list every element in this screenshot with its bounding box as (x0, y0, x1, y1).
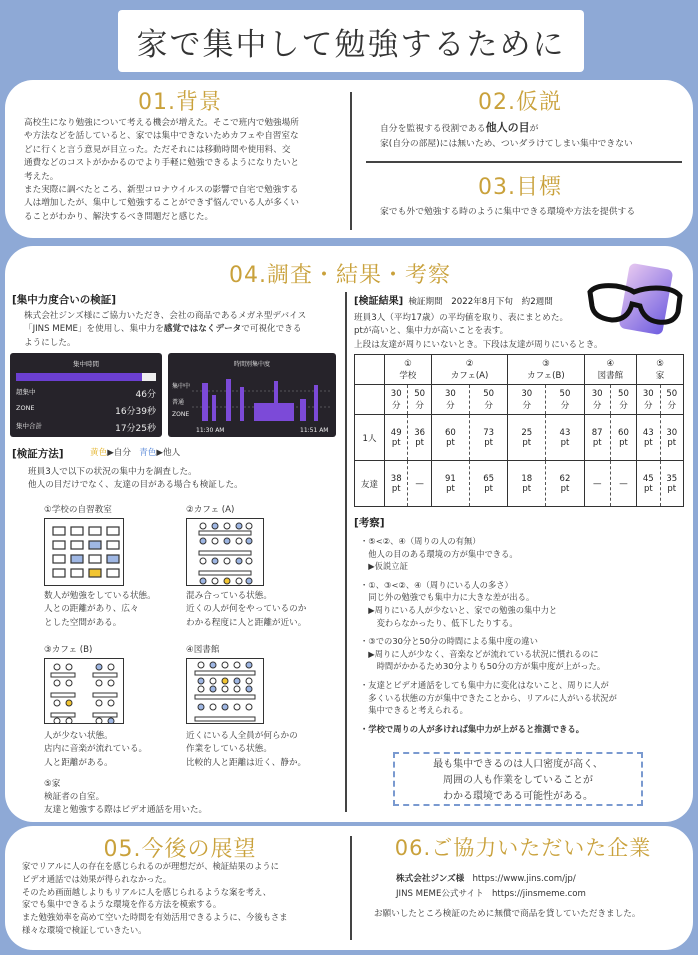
cell-value: 62 (559, 473, 571, 484)
cell-value: 49 (390, 427, 402, 438)
table-cell (385, 415, 408, 461)
s02-body (380, 120, 680, 152)
device1-row-label: 超集中 (16, 388, 36, 396)
s05-line: 様々な環境で検証していきたい。 (22, 924, 147, 935)
table-time-cell (431, 385, 469, 415)
time-unit: 分 (592, 400, 602, 411)
s05-line: ビデオ通話では効果が得られなかった。 (22, 873, 172, 884)
place-desc-line: 人と距離がある。 (44, 757, 113, 768)
device2-title: 時間別集中度 (233, 361, 270, 368)
kenshou-line: で可視化できる (241, 324, 302, 335)
top-divider (350, 92, 352, 230)
cell-unit: pt (643, 437, 653, 448)
title-text: 家で集中して勉強するために (136, 26, 566, 63)
place-name: 学校 (399, 370, 417, 381)
kousatsu-bold-line: ・学校で周りの人が多ければ集中力が上がると推測できる。 (360, 723, 585, 734)
time-value: 30 (521, 388, 533, 399)
cell-value: 35 (666, 473, 678, 484)
s06-body (374, 872, 684, 922)
cell-value: 65 (483, 473, 495, 484)
cell-unit: pt (643, 483, 653, 494)
legend-yellow: 黄色 (90, 448, 108, 458)
table-cell (470, 461, 508, 507)
place5-title: ⑤家 (44, 779, 61, 789)
place-num: ⑤ (656, 358, 664, 369)
kousatsu-line: 変わらなかったり、低下したりする。 (360, 617, 518, 628)
kenshou-emph: 感覚ではなくデータ (163, 324, 242, 335)
s05-line: 家でも集中できるような環境を作る方法を模索する。 (22, 899, 222, 910)
place-desc-line: 数人が勉強をしている状態。 (44, 591, 156, 601)
device2-ylabel: ZONE (172, 411, 190, 418)
cell-value: 30 (666, 427, 678, 438)
cell-unit: pt (667, 483, 677, 494)
table-cell (546, 461, 584, 507)
time-unit: 分 (619, 400, 628, 411)
cell-unit: pt (522, 437, 532, 448)
place-desc-line: 人が少ない状態。 (44, 731, 113, 741)
time-unit: 分 (415, 400, 424, 411)
table-cell (408, 415, 431, 461)
place-num: ② (465, 358, 474, 369)
time-value: 50 (666, 388, 678, 399)
cell-value: 43 (642, 427, 654, 438)
place3-desc (44, 730, 174, 770)
place-desc-line: とした空間がある。 (44, 617, 122, 628)
kousatsu-line: 他人の目のある環境の方が集中できる。 (360, 548, 518, 559)
mid-divider (345, 292, 347, 812)
cell-unit: pt (522, 483, 532, 494)
time-unit: 分 (484, 400, 493, 411)
table-cell (637, 461, 660, 507)
method-line: 班員3人で以下の状況の集中力を調査した。 (28, 467, 197, 477)
place3-map (44, 658, 124, 724)
table-time-cell (508, 385, 546, 415)
kousatsu-line: ・⑤<②、④（周りの人の有無） (360, 536, 481, 546)
place-desc-line: 近くの人が何をやっているのか (186, 604, 307, 615)
kenshou-body (24, 310, 344, 350)
place5-desc (44, 791, 324, 818)
s01-line: や方法などを話していると、家では集中できないためカフェや自習室な (24, 131, 299, 142)
cell-unit: pt (484, 437, 493, 448)
s06-site-row (374, 887, 684, 902)
kousatsu-line: ▶周りに人が少なく、音楽などが流れている状況に慣れるのに (360, 648, 599, 659)
device1-bar (16, 373, 156, 381)
place-desc-line: 友達と勉強する際はビデオ通話を用いた。 (44, 805, 208, 816)
device2-xlabel: 11:30 AM (196, 427, 225, 434)
time-unit: 分 (560, 400, 570, 411)
conclusion-line: 周囲の人も作業をしていることが (443, 775, 593, 786)
s01-heading: 01.背景 (138, 90, 222, 115)
cell-unit: pt (619, 437, 628, 448)
table-place (431, 355, 507, 385)
cell-unit: pt (415, 437, 424, 448)
place4-map (186, 658, 264, 724)
cell-value: — (619, 478, 628, 489)
time-value: 30 (445, 388, 456, 399)
table-cell (470, 415, 508, 461)
result-line: ptが高いと、集中力が高いことを表す。 (354, 326, 509, 337)
cell-unit: pt (592, 437, 602, 448)
table-time-cell (660, 385, 683, 415)
site-name: JINS MEME公式サイト (396, 889, 484, 899)
cell-unit: pt (484, 483, 493, 494)
device2-xlabel: 11:51 AM (300, 427, 329, 434)
cell-value: 73 (483, 427, 495, 438)
place2-title: ②カフェ (A) (186, 505, 235, 515)
site-url-link[interactable]: https://jinsmeme.com (491, 889, 586, 899)
result-line: 上段は友達が周りにいないとき。下段は友達が周りにいるとき。 (354, 339, 603, 350)
table-corner (355, 355, 385, 385)
time-value: 50 (618, 388, 629, 399)
kenshou-label: [集中力度合いの検証] (12, 294, 117, 306)
cell-unit: pt (446, 437, 455, 448)
table-place (637, 355, 684, 385)
time-value: 30 (642, 388, 654, 399)
device2-chart (192, 373, 330, 425)
kousatsu-line: ・①、③<②、④（周りにいる人の多さ） (360, 579, 513, 590)
place1-map (44, 518, 124, 586)
table-cell (431, 415, 469, 461)
s01-line: ることがわかり、解決するべき問題だと感じた。 (24, 211, 214, 222)
result-period: 検証期間 2022年8月下旬 約2週間 (408, 297, 553, 307)
table-row (355, 461, 684, 507)
s05-line: そのため画面越しよりもリアルに人を感じられるような案を考え、 (22, 886, 272, 897)
table-time-cell (385, 385, 408, 415)
conclusion-box (393, 752, 643, 806)
table-cell (637, 415, 660, 461)
cell-value: 45 (642, 473, 654, 484)
cell-unit: pt (391, 483, 401, 494)
kousatsu-line: ・友達とビデオ通話をしても集中力に変化はないこと、周りに人が (360, 679, 609, 690)
row-label: 友達 (355, 461, 385, 507)
s04-heading: 04.調査・結果・考察 (229, 263, 451, 288)
place-desc-line: 混み合っている状態。 (186, 591, 272, 601)
place-desc-line: 比較的人と距離は近く、静か。 (186, 757, 307, 768)
table-cell (610, 461, 636, 507)
device1-row (10, 385, 162, 402)
s03-heading: 03.目標 (478, 175, 562, 200)
time-value: 50 (559, 388, 571, 399)
table-cell (508, 461, 546, 507)
kenshou-line: 「JINS MEME」を使用し、集中力を (24, 324, 164, 335)
method-body (28, 466, 338, 493)
table-time-cell (637, 385, 660, 415)
method-label: [検証方法] (12, 448, 64, 460)
cell-value: 36 (414, 427, 426, 438)
table-place (385, 355, 432, 385)
time-value: 30 (591, 388, 603, 399)
table-cell (546, 415, 584, 461)
s01-line: 通費などのコストがかかるのでより手軽に勉強できるようになりたいと (24, 158, 300, 169)
time-unit: 分 (391, 400, 401, 411)
device-screen-hourly-concentration (168, 353, 336, 437)
s06-thanks: お願いしたところ検証のために無償で商品を貸していただきました。 (374, 909, 641, 919)
table-time-cell (408, 385, 431, 415)
method-legend (90, 447, 180, 460)
device1-row-value: 46分 (135, 390, 156, 400)
s02-text: 自分を監視する役割である (380, 124, 486, 134)
table-cell (508, 415, 546, 461)
kenshou-line: ようにした。 (24, 337, 76, 348)
company-url-link[interactable]: https://www.jins.com/jp/ (472, 874, 576, 884)
table-header-row (355, 355, 684, 385)
result-body (354, 312, 654, 352)
device1-row (10, 419, 162, 436)
place-desc-line: 作業をしている状態。 (186, 744, 272, 755)
legend-other: ▶他人 (156, 448, 181, 458)
kousatsu-line: 多くいる状態の方が集中できたことから、リアルに人がいる状況が (360, 692, 617, 703)
s06-heading: 06.ご協力いただいた企業 (394, 836, 652, 860)
device2-ylabel: 集中中 (172, 383, 191, 390)
cell-unit: pt (446, 483, 455, 494)
result-table-wrap (354, 354, 684, 507)
result-line: 班員3人（平均17歳）の平均値を取り、表にまとめた。 (354, 313, 569, 323)
device1-row-label: 集中合計 (16, 422, 42, 430)
table-place (508, 355, 584, 385)
place-name: 家 (655, 370, 665, 381)
legend-self: ▶自分 (107, 448, 131, 458)
cell-unit: pt (667, 437, 677, 448)
table-corner (355, 385, 385, 415)
s01-line: 人は増加したが、集中して勉強することができず悩んでいる人が多くい (24, 198, 300, 209)
device1-row-value: 17分25秒 (115, 424, 156, 434)
table-place (584, 355, 637, 385)
kousatsu-line: 時間がかかるため30分よりも50分の方が集中度が上がった。 (360, 661, 606, 672)
cell-unit: pt (391, 437, 401, 448)
s05-line: また勉強効率を高めて空いた時間を有効活用できるように、今後もさま (22, 912, 288, 923)
kousatsu-body (360, 535, 690, 735)
time-value: 50 (414, 388, 426, 399)
table-cell (660, 461, 683, 507)
cell-unit: pt (560, 437, 570, 448)
place2-desc (186, 590, 346, 630)
s06-company-row (374, 872, 684, 887)
s02-heading: 02.仮説 (478, 90, 562, 115)
place-desc-line: わかる程度に人と距離が近い。 (186, 617, 307, 628)
cell-value: 38 (390, 473, 402, 484)
place-num: ① (404, 358, 412, 369)
place1-title: ①学校の自習教室 (44, 505, 112, 515)
device2-ylabel: 普通 (172, 399, 185, 406)
place-name: 図書館 (597, 370, 624, 381)
s03-body: 家でも外で勉強する時のように集中できる環境や方法を提供する (380, 207, 636, 217)
cell-value: 87 (591, 427, 603, 438)
s02-emph: 他人の目 (485, 121, 530, 134)
place1-desc (44, 590, 174, 630)
conclusion-line: 最も集中できるのは人口密度が高く、 (433, 759, 603, 770)
device1-row-value: 16分39秒 (115, 407, 156, 417)
time-unit: 分 (667, 400, 677, 411)
cell-value: 18 (521, 473, 533, 484)
table-cell (431, 461, 469, 507)
place4-desc (186, 730, 346, 770)
cell-value: 60 (618, 427, 629, 438)
table-row (355, 415, 684, 461)
table-time-cell (470, 385, 508, 415)
cell-value: 60 (445, 427, 456, 438)
cell-value: 25 (521, 427, 533, 438)
place-desc-line: 近くにいる人全員が何らかの (186, 731, 298, 741)
device1-row (10, 402, 162, 419)
cell-value: — (592, 478, 602, 489)
s01-body (24, 117, 346, 224)
time-unit: 分 (446, 400, 455, 411)
kousatsu-line: ▶仮説立証 (360, 561, 408, 572)
bottom-divider (350, 836, 352, 940)
kousatsu-label: [考察] (354, 517, 385, 529)
row-label: 1人 (355, 415, 385, 461)
kenshou-line: 株式会社ジンズ様にご協力いただき、会社の商品であるメガネ型デバイス (24, 311, 307, 321)
table-cell (660, 415, 683, 461)
conclusion-line: わかる環境である可能性がある。 (443, 791, 593, 802)
table-cell (610, 415, 636, 461)
place-desc-line: 人との距離があり、広々 (44, 604, 139, 615)
s05-heading: 05.今後の展望 (103, 837, 257, 862)
cell-unit: pt (560, 483, 570, 494)
s01-line: 高校生になり勉強について考える機会が増えた。そこで班内で勉強場所 (24, 118, 299, 128)
place-desc-line: 検証者の自室。 (44, 792, 105, 802)
time-unit: 分 (644, 400, 653, 411)
place-name: カフェ(B) (527, 370, 565, 381)
table-time-cell (546, 385, 584, 415)
kousatsu-line: ・③での30分と50分の時間による集中度の違い (360, 636, 538, 647)
s01-line: どに行くと言う意見が目立った。ただそれには移動時間や使用料、交 (24, 144, 291, 155)
cell-value: — (415, 478, 424, 489)
time-unit: 分 (522, 400, 532, 411)
poster-title (118, 10, 584, 72)
cell-value: 43 (559, 427, 571, 438)
device-screen-concentration-time (10, 353, 162, 437)
table-cell (408, 461, 431, 507)
kousatsu-line: 同じ外の勉強でも集中力に大きな差が出る。 (360, 592, 535, 603)
legend-blue: 青色 (139, 448, 157, 458)
s02-line: 家(自分の部屋)には無いため、ついダラけてしまい集中できない (380, 139, 633, 149)
table-time-cell (584, 385, 610, 415)
result-label: [検証結果] (354, 296, 404, 307)
kousatsu-line: ▶周りにいる人が少ないと、家での勉強の集中力と (360, 604, 558, 615)
s02-text: が (529, 124, 539, 134)
table-cell (584, 461, 610, 507)
s05-line: 家でリアルに人の存在を感じられるのが理想だが、検証結果のように (22, 861, 279, 871)
table-time-row (355, 385, 684, 415)
table-cell (584, 415, 610, 461)
s01-line: また実際に調べたところ、新型コロナウイルスの影響で自宅で勉強する (24, 185, 299, 196)
place2-map (186, 518, 264, 586)
table-time-cell (610, 385, 636, 415)
table-cell (385, 461, 408, 507)
place-num: ④ (606, 358, 615, 369)
place-name: カフェ(A) (450, 370, 489, 381)
time-value: 30 (390, 388, 402, 399)
result-table (354, 354, 684, 507)
s01-line: 考えた。 (24, 171, 59, 182)
place3-title: ③カフェ (B) (44, 645, 93, 655)
s05-body (22, 860, 344, 937)
s02-s03-divider (366, 161, 682, 163)
place-num: ③ (542, 358, 550, 369)
device1-row-label: ZONE (16, 404, 35, 412)
cell-value: 91 (445, 473, 456, 484)
company-name: 株式会社ジンズ様 (396, 874, 465, 884)
kousatsu-line: 集中できると考えられる。 (360, 705, 468, 716)
device1-title: 集中時間 (73, 360, 99, 368)
time-value: 50 (483, 388, 495, 399)
method-line: 他人の目だけでなく、友達の目がある場合も検証した。 (28, 480, 243, 491)
place-desc-line: 店内に音楽が流れている。 (44, 744, 148, 755)
result-header (354, 292, 553, 307)
place4-title: ④図書館 (186, 645, 220, 655)
